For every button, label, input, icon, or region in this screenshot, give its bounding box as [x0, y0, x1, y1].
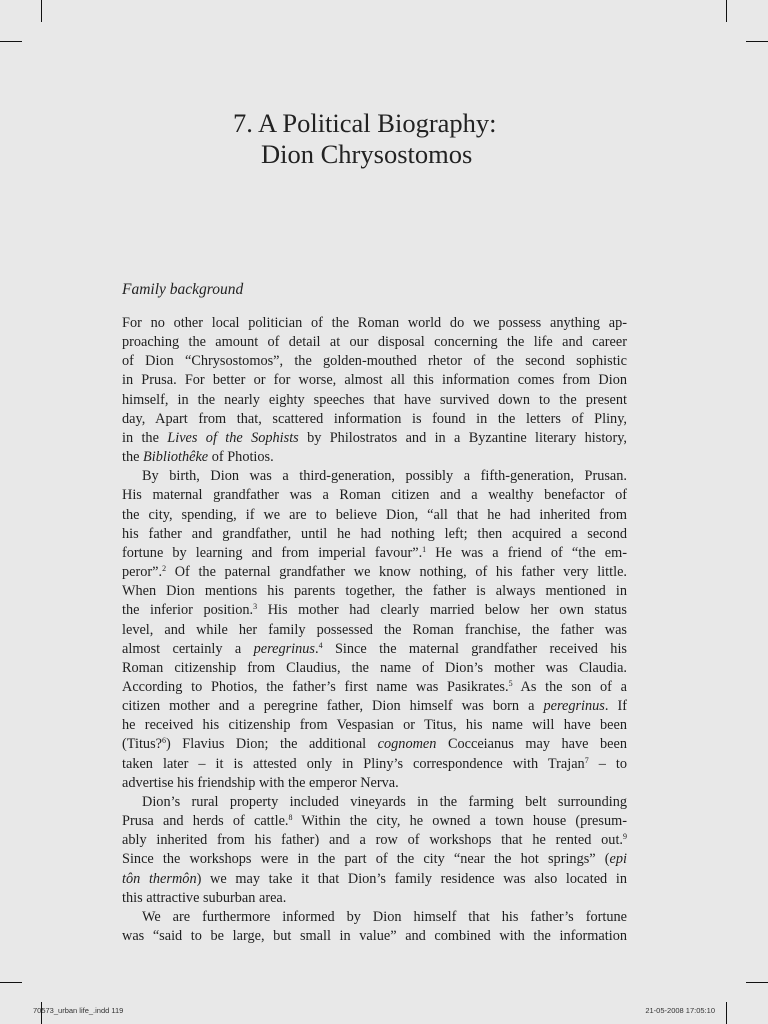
footnote-marker: 2 [162, 564, 167, 574]
text-line: When Dion mentions his parents together, the father is always mentioned in [122, 583, 627, 600]
text-line: in the Lives of the Sophists by Philostratos and in a Byzantine literary history, [122, 429, 628, 446]
text-line: level, and while her family possessed the Roman franchise, the father was [122, 621, 627, 638]
text-line: he received his citizenship from Vespasian or Titus, his name will have been [122, 717, 627, 734]
footnote-marker: 9 [623, 832, 627, 842]
crop-mark-top-left-h [0, 41, 22, 42]
paragraph [122, 793, 627, 908]
text-line: Since the workshops were in the part of the city “near the hot springs” (epi [122, 851, 627, 868]
body-text [122, 314, 627, 946]
text-line: himself, in the nearly eighty speeches that have survived down to the present [122, 391, 627, 408]
text-line: Roman citizenship from Claudius, the name of Dion’s mother was Claudia. [122, 659, 627, 676]
text-line: his father and grandfather, until he had nothing left; then acquired a second [122, 525, 627, 542]
text-line: tôn thermôn) we may take it that Dion’s family residence was also located in [122, 870, 627, 887]
paragraph [122, 467, 627, 793]
crop-mark-bottom-left-h [0, 982, 22, 983]
text-line: Prusa and herds of cattle.$^8$ Within the city, he owned a town house (presum- [122, 813, 628, 830]
footer-file-info: 70573_urban life_.indd 119 [33, 1006, 124, 1015]
paragraph [122, 908, 627, 946]
text-line: By birth, Dion was a third-generation, possibly a fifth-generation, Prusan. [142, 468, 627, 485]
text-line: For no other local politician of the Roman world do we possess anything ap- [122, 315, 627, 331]
text-line: almost certainly a peregrinus.$^4$ Since the maternal grandfather received his [122, 640, 627, 657]
text-line: proaching the amount of detail at our disposal concerning the life and career [122, 334, 627, 351]
footnote-marker: 8 [288, 813, 293, 823]
crop-mark-top-right [726, 0, 727, 22]
text-line: was “said to be large, but small in value” and combined with the information [122, 928, 627, 944]
crop-mark-bottom-right-h [746, 982, 768, 983]
text-line: day, Apart from that, scattered information is found in the letters of Pliny, [122, 410, 627, 427]
text-line: citizen mother and a peregrine father, Dion himself was born a peregrinus. If [122, 698, 627, 715]
text-line: the Bibliothêke of Photios. [122, 449, 274, 466]
chapter-title [233, 108, 713, 170]
text-line: the inferior position.$^3$ His mother had clearly married below her own status [122, 602, 627, 619]
footnote-marker: 6 [162, 736, 166, 746]
footer-timestamp: 21-05-2008 17:05:10 [645, 1006, 715, 1015]
text-line: in Prusa. For better or for worse, almost all this information comes from Dion [122, 372, 627, 389]
text-line: We are furthermore informed by Dion himself that his father’s fortune [142, 908, 627, 925]
text-line: According to Photios, the father’s first name was Pasikrates.$^5$ As the son of a [122, 678, 628, 695]
chapter-title-line-2: Dion Chrysostomos [261, 139, 473, 169]
footnote-marker: 1 [422, 544, 427, 554]
text-line: fortune by learning and from imperial favour”.$^1$ He was a friend of “the em- [122, 544, 627, 561]
text-line: of Dion “Chrysostomos”, the golden-mouthed rhetor of the second sophistic [122, 353, 627, 370]
text-line: ably inherited from his father) and a row of workshops that he rented out.$^9$ [122, 832, 627, 849]
text-line: taken later – it is attested only in Pliny’s correspondence with Trajan$^7$ – to [122, 755, 627, 772]
paragraph [122, 314, 627, 467]
text-line: Dion’s rural property included vineyards in the farming belt surrounding [142, 793, 627, 810]
footnote-marker: 4 [318, 640, 323, 650]
section-heading: Family background [122, 281, 244, 298]
crop-mark-top-right-h [746, 41, 768, 42]
footnote-marker: 7 [584, 755, 589, 765]
footnote-marker: 3 [253, 602, 258, 612]
text-line: peror”.$^2$ Of the paternal grandfather we know nothing, of his father very little. [122, 564, 627, 581]
text-line: (Titus?$^6$) Flavius Dion; the additional cognomen Cocceianus may have been [122, 736, 627, 753]
text-line: the city, spending, if we are to believe Dion, “all that he had inherited from [122, 506, 627, 523]
crop-mark-bottom-right [726, 1002, 727, 1024]
crop-mark-top-left [41, 0, 42, 22]
text-line: advertise his friendship with the emperor Nerva. [122, 774, 399, 791]
footnote-marker: 5 [508, 678, 513, 688]
text-line: this attractive suburban area. [122, 889, 287, 906]
chapter-title-line-1: 7. A Political Biography: [233, 108, 497, 138]
text-line: His maternal grandfather was a Roman citizen and a wealthy benefactor of [122, 487, 627, 504]
